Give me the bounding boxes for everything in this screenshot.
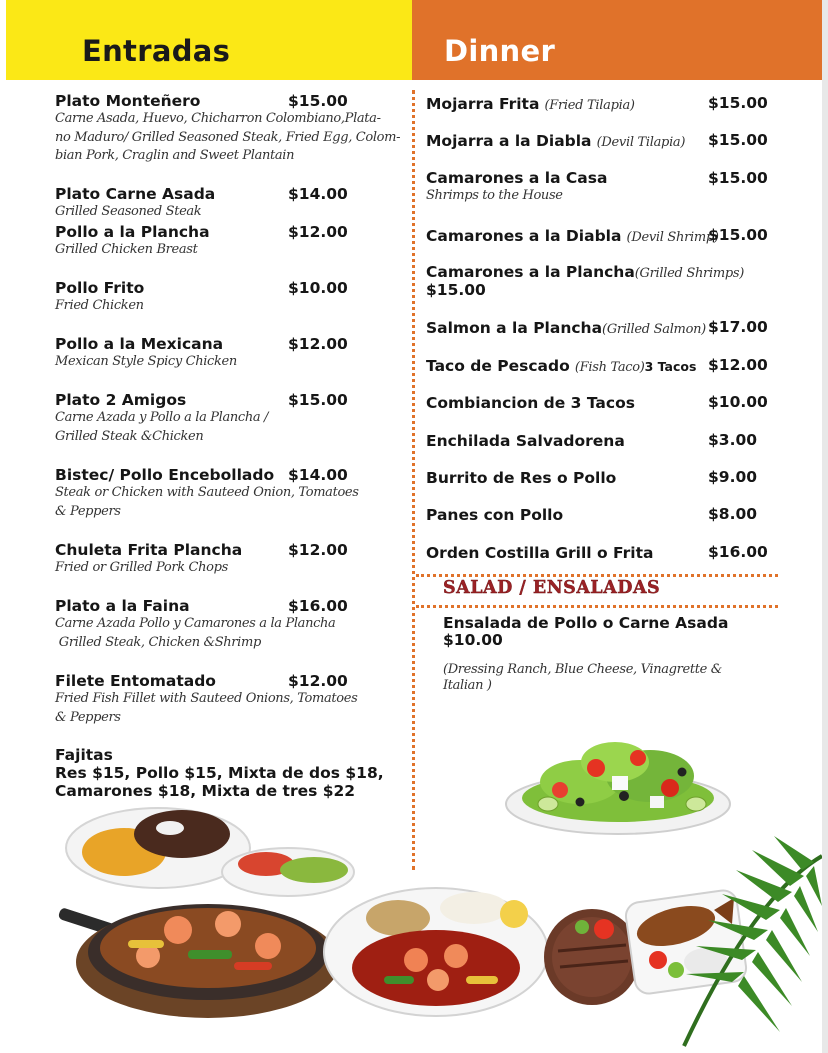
page-edge xyxy=(822,0,828,1053)
entrada-price: $12.00 xyxy=(288,672,348,690)
entrada-desc: Carne Azada Pollo y Camarones a la Plancha xyxy=(55,616,336,631)
entrada-name: Plato Monteñero xyxy=(55,92,201,110)
entrada-name: Chuleta Frita Plancha xyxy=(55,541,243,559)
dinner-extra: 3 Tacos xyxy=(644,359,697,374)
entrada-item xyxy=(55,92,400,166)
entrada-price: $14.00 xyxy=(288,466,348,484)
entradas-header xyxy=(6,0,412,80)
dinner-note: (Grilled Salmon) xyxy=(602,322,706,337)
dinner-price: $16.00 xyxy=(708,543,768,561)
dinner-name: Taco de Pescado xyxy=(426,357,570,375)
entrada-name: Pollo Frito xyxy=(55,279,145,297)
dinner-item xyxy=(426,543,653,562)
dinner-price: $3.00 xyxy=(708,431,758,449)
entrada-name: Plato 2 Amigos xyxy=(55,391,187,409)
salad-desc: Italian ) xyxy=(443,678,492,693)
salad-name: Ensalada de Pollo o Carne Asada xyxy=(443,614,729,632)
dinner-price: $15.00 xyxy=(426,281,486,299)
entrada-price: $10.00 xyxy=(288,279,348,297)
dinner-name: Camarones a la Diabla xyxy=(426,227,622,245)
dinner-name: Salmon a la Plancha xyxy=(426,319,603,337)
fajitas-prices: Camarones $18, Mixta de tres $22 xyxy=(55,782,356,800)
shrimp-dish-photo xyxy=(318,872,554,1022)
dinner-name: Panes con Pollo xyxy=(426,506,564,524)
dinner-name: Camarones a la Plancha xyxy=(426,263,635,281)
dinner-item xyxy=(426,318,706,337)
dinner-title: Dinner xyxy=(444,34,556,68)
entrada-desc: Fried or Grilled Pork Chops xyxy=(55,560,228,575)
fajitas-photo xyxy=(58,800,358,1026)
dinner-name: Combiancion de 3 Tacos xyxy=(426,394,635,412)
salad-divider-bottom xyxy=(416,605,778,608)
entrada-price: $12.00 xyxy=(288,335,348,353)
dinner-price: $15.00 xyxy=(708,94,768,112)
entrada-desc: Carne Azada y Pollo a la Plancha / xyxy=(55,410,269,425)
entrada-name: Plato Carne Asada xyxy=(55,185,216,203)
salad-price: $10.00 xyxy=(443,631,503,649)
entrada-price: $14.00 xyxy=(288,185,348,203)
entrada-item xyxy=(55,391,348,446)
dinner-name: Mojarra Frita xyxy=(426,95,540,113)
entrada-price: $15.00 xyxy=(288,391,348,409)
entrada-desc: Grilled Steak &Chicken xyxy=(55,428,204,444)
entrada-desc: Grilled Chicken Breast xyxy=(55,242,198,257)
dinner-name: Mojarra a la Diabla xyxy=(426,132,592,150)
entrada-name: Pollo a la Mexicana xyxy=(55,335,224,353)
entrada-item xyxy=(55,541,348,578)
entrada-name: Plato a la Faina xyxy=(55,597,190,615)
entrada-desc: & Peppers xyxy=(55,503,121,519)
dinner-name: Burrito de Res o Pollo xyxy=(426,469,617,487)
entrada-item xyxy=(55,597,348,652)
entrada-name: Bistec/ Pollo Encebollado xyxy=(55,466,275,484)
entrada-desc: Grilled Seasoned Steak xyxy=(55,204,202,219)
dinner-item xyxy=(426,468,616,487)
entrada-price: $16.00 xyxy=(288,597,348,615)
entrada-desc: Fried Fish Fillet with Sauteed Onions, Tomatoes xyxy=(55,691,358,706)
dinner-price: $9.00 xyxy=(708,468,758,486)
dinner-item xyxy=(426,131,685,150)
dinner-item xyxy=(426,94,635,113)
salad-item xyxy=(443,615,728,694)
entrada-desc: Steak or Chicken with Sauteed Onion, Tomatoes xyxy=(55,485,359,500)
salad-divider-top xyxy=(416,574,778,577)
entrada-desc: Carne Asada, Huevo, Chicharron Colombiano,Plata- xyxy=(55,111,381,126)
fajitas-name: Fajitas xyxy=(55,746,113,764)
entrada-desc: Mexican Style Spicy Chicken xyxy=(55,354,237,369)
dinner-item xyxy=(426,169,607,206)
dinner-item xyxy=(426,262,744,299)
entradas-title: Entradas xyxy=(82,34,231,68)
dinner-name: Orden Costilla Grill o Frita xyxy=(426,544,654,562)
entrada-desc: bian Pork, Craglin and Sweet Plantain xyxy=(55,148,295,163)
dinner-price: $15.00 xyxy=(708,131,768,149)
entrada-price: $15.00 xyxy=(288,92,348,110)
salad-photo xyxy=(500,718,736,840)
column-divider xyxy=(412,90,415,870)
dinner-item xyxy=(426,393,635,412)
dinner-note: (Devil Tilapia) xyxy=(596,135,686,150)
entrada-price: $12.00 xyxy=(288,541,348,559)
dinner-price: $15.00 xyxy=(708,226,768,244)
entrada-item xyxy=(55,335,348,372)
salad-section-title: SALAD / ENSALADAS xyxy=(443,578,661,598)
salad-desc: (Dressing Ranch, Blue Cheese, Vinagrette & xyxy=(443,662,722,677)
dinner-item xyxy=(426,226,719,245)
dinner-item xyxy=(426,431,625,450)
dinner-price: $15.00 xyxy=(708,169,768,187)
entrada-item xyxy=(55,185,348,222)
dinner-sub: Shrimps to the House xyxy=(426,188,563,203)
entrada-name: Pollo a la Plancha xyxy=(55,223,210,241)
dinner-header xyxy=(412,0,822,80)
entrada-item xyxy=(55,223,348,260)
dinner-price: $8.00 xyxy=(708,505,758,523)
dinner-price: $12.00 xyxy=(708,356,768,374)
entrada-name: Filete Entomatado xyxy=(55,672,216,690)
dinner-note: (Fried Tilapia) xyxy=(544,98,635,113)
dinner-item xyxy=(426,505,563,524)
entrada-item xyxy=(55,279,348,316)
entrada-desc: no Maduro/ Grilled Seasoned Steak, Fried Egg, Colom- xyxy=(55,129,401,145)
dinner-name: Enchilada Salvadorena xyxy=(426,432,625,450)
entrada-desc: Fried Chicken xyxy=(55,298,144,313)
entrada-item xyxy=(55,672,357,727)
dinner-note: (Fish Taco) xyxy=(574,360,645,375)
dinner-name: Camarones a la Casa xyxy=(426,169,608,187)
dinner-note: (Grilled Shrimps) xyxy=(634,266,745,281)
entrada-desc: Grilled Steak, Chicken &Shrimp xyxy=(55,634,261,650)
fajitas-prices: Res $15, Pollo $15, Mixta de dos $18, xyxy=(55,764,384,782)
dinner-item xyxy=(426,356,696,375)
fajitas-item xyxy=(55,746,384,800)
dinner-note: (Devil Shrimp) xyxy=(626,230,719,245)
entrada-price: $12.00 xyxy=(288,223,348,241)
entrada-item xyxy=(55,466,359,521)
palm-leaf-icon xyxy=(664,836,822,1053)
dinner-price: $10.00 xyxy=(708,393,768,411)
entrada-desc: & Peppers xyxy=(55,709,121,725)
dinner-price: $17.00 xyxy=(708,318,768,336)
